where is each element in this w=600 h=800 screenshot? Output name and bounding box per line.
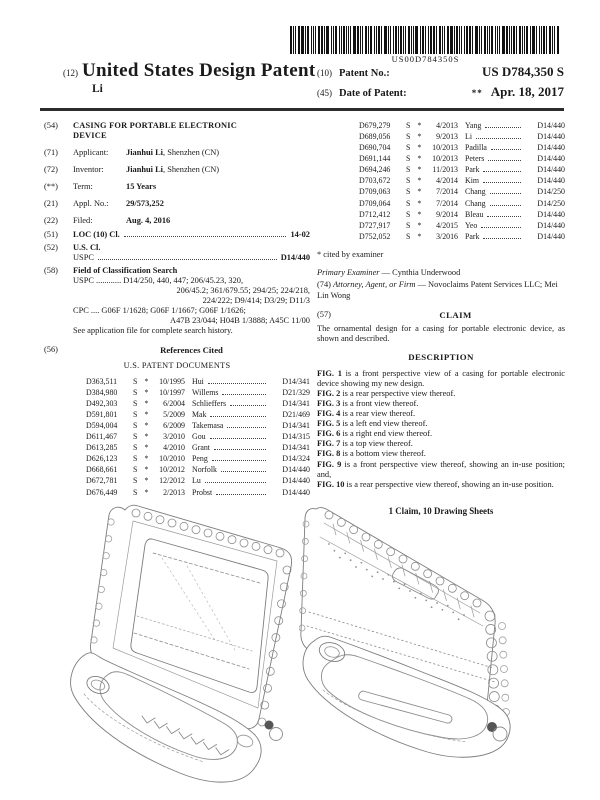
barcode	[289, 26, 562, 64]
applicant-name: Jianhui Li	[126, 148, 164, 158]
reference-row: D591,801 S * 5/2009 Mak D21/469	[86, 409, 310, 419]
claim-heading: (57) CLAIM	[317, 309, 472, 320]
reference-row: D690,704 S * 10/2013 Padilla D14/440	[359, 143, 565, 153]
filing-date: Aug. 4, 2016	[126, 216, 171, 226]
reference-row: D709,063 S * 7/2014 Chang D14/250	[359, 187, 565, 197]
loc-class: 14-02	[290, 229, 310, 239]
reference-row: D694,246 S * 11/2013 Park D14/440	[359, 165, 565, 175]
reference-row: D363,511 S * 10/1995 Hui D14/341	[86, 376, 310, 386]
reference-row: D626,123 S * 10/2010 Peng D14/324	[86, 454, 310, 464]
field-72-inventor: (72) Inventor: Jianhui Li, Shenzhen (CN)	[44, 165, 220, 175]
reference-row: D689,056 S * 9/2013 Li D14/440	[359, 132, 565, 142]
field-tag-10: (10)	[317, 68, 332, 78]
left-column	[44, 121, 310, 499]
header-divider	[40, 108, 564, 111]
examiner-name: — Cynthia Underwood	[379, 268, 461, 278]
drawing-front-perspective	[64, 494, 306, 796]
reference-row: D691,144 S * 10/2013 Peters D14/440	[359, 154, 565, 164]
attorney-firm: — Novoclaims Patent Services LLC; Mei Lin Wong	[317, 280, 558, 300]
right-column	[317, 121, 565, 516]
document-title: United States Design Patent	[82, 60, 316, 81]
reference-row: D709,064 S * 7/2014 Chang D14/250	[359, 198, 565, 208]
claims-sheets-summary: 1 Claim, 10 Drawing Sheets	[388, 505, 494, 516]
figure-description-line: FIG. 10 is a rear perspective view thereof, showing an in-use position.	[317, 479, 554, 489]
barcode-text: US00D784350S	[391, 54, 460, 64]
figure-description-line: FIG. 5 is a left end view thereof.	[317, 419, 428, 429]
patent-number: US D784,350 S	[482, 64, 564, 79]
reference-row: D613,285 S * 4/2010 Grant D14/341	[86, 443, 310, 453]
cited-by-examiner-note: * cited by examiner	[317, 250, 384, 260]
reference-row: D594,004 S * 6/2009 Takemasa D14/341	[86, 421, 310, 431]
reference-row: D679,279 S * 4/2013 Yang D14/440	[359, 121, 565, 130]
reference-row: D668,661 S * 10/2012 Norfolk D14/440	[86, 465, 310, 475]
figure-description-line: FIG. 8 is a bottom view thereof.	[317, 449, 426, 459]
field-term: (**) Term: 15 Years	[44, 182, 157, 192]
figure-description-line: FIG. 4 is a rear view thereof.	[317, 409, 416, 419]
reference-row: D672,781 S * 12/2012 Lu D14/440	[86, 476, 310, 486]
us-patent-documents-heading: U.S. PATENT DOCUMENTS	[123, 360, 231, 370]
primary-examiner-line: Primary Examiner — Cynthia Underwood	[317, 268, 461, 278]
reference-row: D703,672 S * 4/2014 Kim D14/440	[359, 176, 565, 186]
reference-row: D752,052 S * 3/2016 Park D14/440	[359, 231, 565, 241]
drawing-rear-perspective	[299, 494, 559, 796]
figure-description-line: FIG. 3 is a front view thereof.	[317, 399, 419, 409]
field-tag-45: (45)	[317, 88, 332, 98]
application-number: 29/573,252	[126, 199, 164, 209]
figure-description-line: FIG. 6 is a right end view thereof.	[317, 429, 433, 439]
figure-description-line: FIG. 1 is a front perspective view of a casing for portable electronic device showing my new design.	[317, 368, 566, 388]
field-58-search: (58) Field of Classification Search USPC ............ D14/250, 440, 447; 206/45.23, 320, 206/45.2; 361/679.55; 294/25; 224/218, 224/222; D9/414; D3/29; D11/3 CPC .... G06F 1/1628; G06F 1/1667; G06F 1/1626; A47B 23/044; H04B 1/3888; A45C 11/00 See application file for complete search history.	[44, 265, 310, 336]
date-stars: **	[471, 88, 483, 98]
field-51-loc: (51) LOC (10) Cl. 14-02	[44, 229, 310, 239]
patent-no-label: Patent No.:	[339, 68, 390, 79]
references-list-left	[44, 377, 310, 497]
references-list-right	[317, 121, 565, 241]
inventor-name: Jianhui Li	[126, 165, 164, 175]
invention-title: CASING FOR PORTABLE ELECTRONIC DEVICE	[73, 121, 237, 141]
reference-row: D676,449 S * 2/2013 Probst D14/440	[86, 487, 310, 497]
uspc-class: D14/440	[280, 252, 310, 262]
reference-row: D727,917 S * 4/2015 Yeo D14/440	[359, 220, 565, 230]
references-cited-heading: (56) References Cited	[44, 345, 223, 356]
reference-row: D712,412 S * 9/2014 Bleau D14/440	[359, 209, 565, 219]
field-22-filed: (22) Filed: Aug. 4, 2016	[44, 216, 171, 226]
attorney-line: (74) Attorney, Agent, or Firm — Novoclaims Patent Services LLC; Mei Lin Wong	[317, 280, 558, 300]
field-52-us-cl: (52) U.S. Cl. USPC D14/440	[44, 242, 310, 262]
reference-row: D611,467 S * 3/2010 Gou D14/315	[86, 432, 310, 442]
field-71-applicant: (71) Applicant: Jianhui Li, Shenzhen (CN)	[44, 148, 220, 158]
reference-row: D384,980 S * 10/1997 Willems D21/329	[86, 387, 310, 397]
figure-descriptions	[317, 369, 565, 490]
barcode-bars	[289, 26, 562, 54]
figure-description-line: FIG. 9 is a front perspective view thereof, showing an in-use position; and,	[317, 459, 565, 479]
date-of-patent-label: Date of Patent:	[339, 88, 407, 99]
header-right	[317, 64, 564, 104]
header-left	[63, 60, 323, 95]
patent-date: Apr. 18, 2017	[490, 84, 564, 99]
term-value: 15 Years	[126, 182, 157, 192]
reference-row: D492,303 S * 6/2004 Schlieffers D14/341	[86, 398, 310, 408]
figure-description-line: FIG. 2 is a rear perspective view thereof.	[317, 388, 456, 398]
field-21-appl-no: (21) Appl. No.: 29/573,252	[44, 199, 164, 209]
description-heading: DESCRIPTION	[408, 352, 474, 363]
figure-description-line: FIG. 7 is a top view thereof.	[317, 439, 413, 449]
claim-text: The ornamental design for a casing for portable electronic device, as shown and described.	[317, 324, 565, 344]
field-tag-12: (12)	[63, 68, 78, 78]
inventor-surname: Li	[92, 83, 103, 95]
field-54-title: (54) CASING FOR PORTABLE ELECTRONIC DEVICE	[44, 121, 310, 141]
